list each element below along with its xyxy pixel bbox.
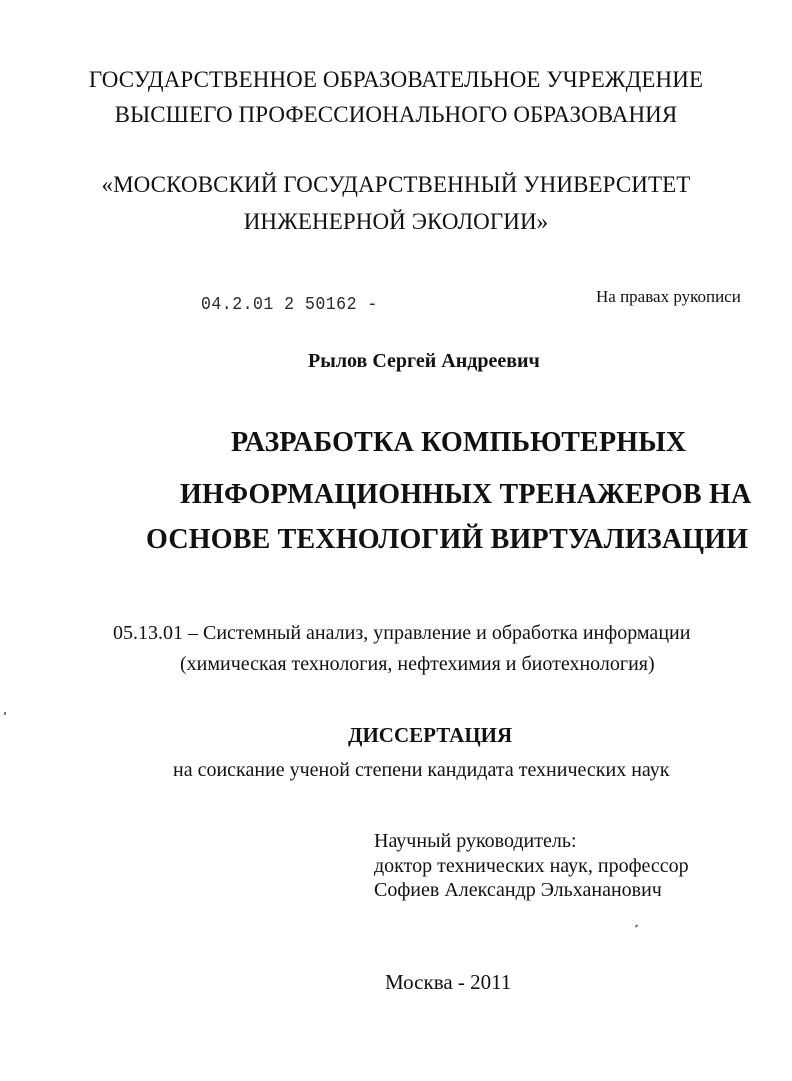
- institution-line-1: ГОСУДАРСТВЕННОЕ ОБРАЗОВАТЕЛЬНОЕ УЧРЕЖДЕНИЕ: [88, 67, 704, 92]
- scan-speck: [635, 924, 639, 927]
- supervisor-degree: доктор технических наук, профессор: [374, 855, 689, 877]
- city-year: Москва - 2011: [385, 970, 512, 994]
- university-name-line-2: ИНЖЕНЕРНОЙ ЭКОЛОГИИ»: [243, 209, 549, 234]
- title-line-3: ОСНОВЕ ТЕХНОЛОГИЙ ВИРТУАЛИЗАЦИИ: [146, 524, 749, 555]
- scan-speck: [4, 712, 6, 715]
- supervisor-name: Софиев Александр Эльхананович: [374, 879, 662, 901]
- title-line-1: РАЗРАБОТКА КОМПЬЮТЕРНЫХ: [231, 427, 687, 458]
- rights-note: На правах рукописи: [596, 287, 741, 306]
- institution-line-2: ВЫСШЕГО ПРОФЕССИОНАЛЬНОГО ОБРАЗОВАНИЯ: [114, 102, 678, 127]
- specialty-line-1: 05.13.01 – Системный анализ, управление и обработка информации: [113, 622, 691, 644]
- specialty-line-2: (химическая технология, нефтехимия и биотехнология): [180, 653, 655, 675]
- library-stamp-number: 04.2.01 2 50162 -: [201, 295, 378, 315]
- degree-line: на соискание ученой степени кандидата технических наук: [173, 759, 670, 781]
- document-type: ДИССЕРТАЦИЯ: [348, 723, 513, 747]
- title-line-2: ИНФОРМАЦИОННЫХ ТРЕНАЖЕРОВ НА: [180, 479, 752, 510]
- author-name: Рылов Сергей Андреевич: [308, 350, 540, 372]
- supervisor-label: Научный руководитель:: [374, 830, 577, 852]
- university-name-line-1: «МОСКОВСКИЙ ГОСУДАРСТВЕННЫЙ УНИВЕРСИТЕТ: [101, 172, 691, 197]
